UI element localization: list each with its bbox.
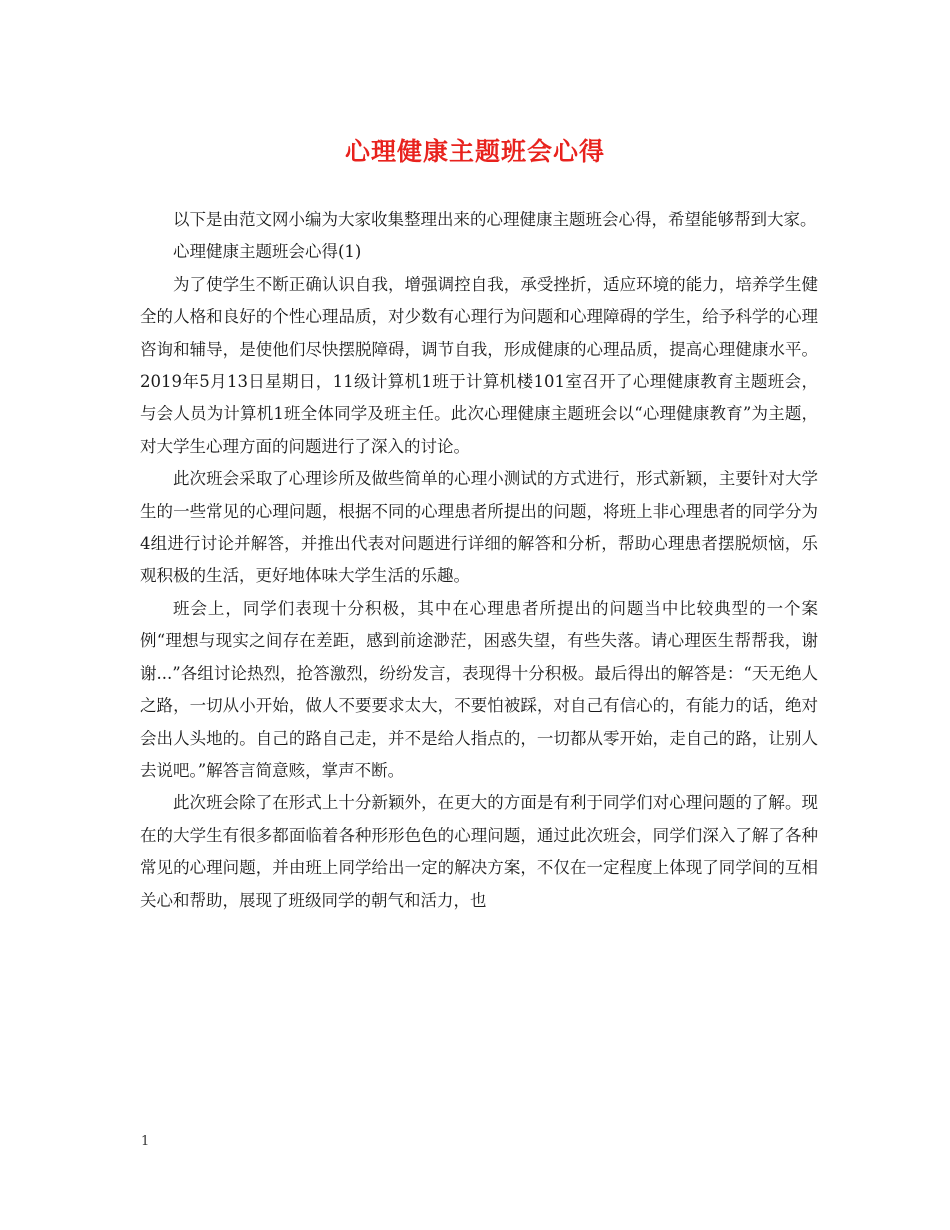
- intro-paragraph: 以下是由范文网小编为大家收集整理出来的心理健康主题班会心得，希望能够帮到大家。: [173, 210, 817, 229]
- body-paragraph: 班会上，同学们表现十分积极，其中在心理患者所提出的问题当中比较典型的一个案例“理想与现实之间存在差距，感到前途渺茫，困惑失望，有些失落。请心理医生帮帮我，谢谢...”各组讨论热烈，抢答激烈，纷纷发言，表现得十分积极。最后得出的解答是：“天无绝人之路，一切从小开始，做人不要要求太大，不要怕被踩，对自己有信心的，有能力的话，绝对会出人头地的。自己的路自己走，并不是给人指点的，一切都从零开始，走自己的路，让别人去说吧。”解答言简意赅，掌声不断。: [140, 598, 818, 780]
- body-paragraph: 此次班会采取了心理诊所及做些简单的心理小测试的方式进行，形式新颖，主要针对大学生的一些常见的心理问题，根据不同的心理患者所提出的问题，将班上非心理患者的同学分为4组进行讨论并解答，并推出代表对问题进行详细的解答和分析，帮助心理患者摆脱烦恼，乐观积极的生活，更好地体味大学生活的乐趣。: [140, 469, 818, 586]
- body-paragraph: 为了使学生不断正确认识自我，增强调控自我，承受挫折，适应环境的能力，培养学生健全的人格和良好的个性心理品质，对少数有心理行为问题和心理障碍的学生，给予科学的心理咨询和辅导，是使他们尽快摆脱障碍，调节自我，形成健康的心理品质，提高心理健康水平。2019年5月13日星期日，11级计算机1班于计算机楼101室召开了心理健康教育主题班会，与会人员为计算机1班全体同学及班主任。此次心理健康主题班会以“心理健康教育”为主题，对大学生心理方面的问题进行了深入的讨论。: [140, 274, 818, 456]
- body-paragraph: 此次班会除了在形式上十分新颖外，在更大的方面是有利于同学们对心理问题的了解。现在的大学生有很多都面临着各种形形色色的心理问题，通过此次班会，同学们深入了解了各种常见的心理问题，并由班上同学给出一定的解决方案，不仅在一定程度上体现了同学间的互相关心和帮助，展现了班级同学的朝气和活力，也: [140, 793, 818, 910]
- page-number: 1: [141, 1134, 150, 1149]
- document-title: 心理健康主题班会心得: [344, 137, 605, 166]
- document-body: [140, 204, 818, 917]
- section-heading: 心理健康主题班会心得(1): [173, 242, 362, 262]
